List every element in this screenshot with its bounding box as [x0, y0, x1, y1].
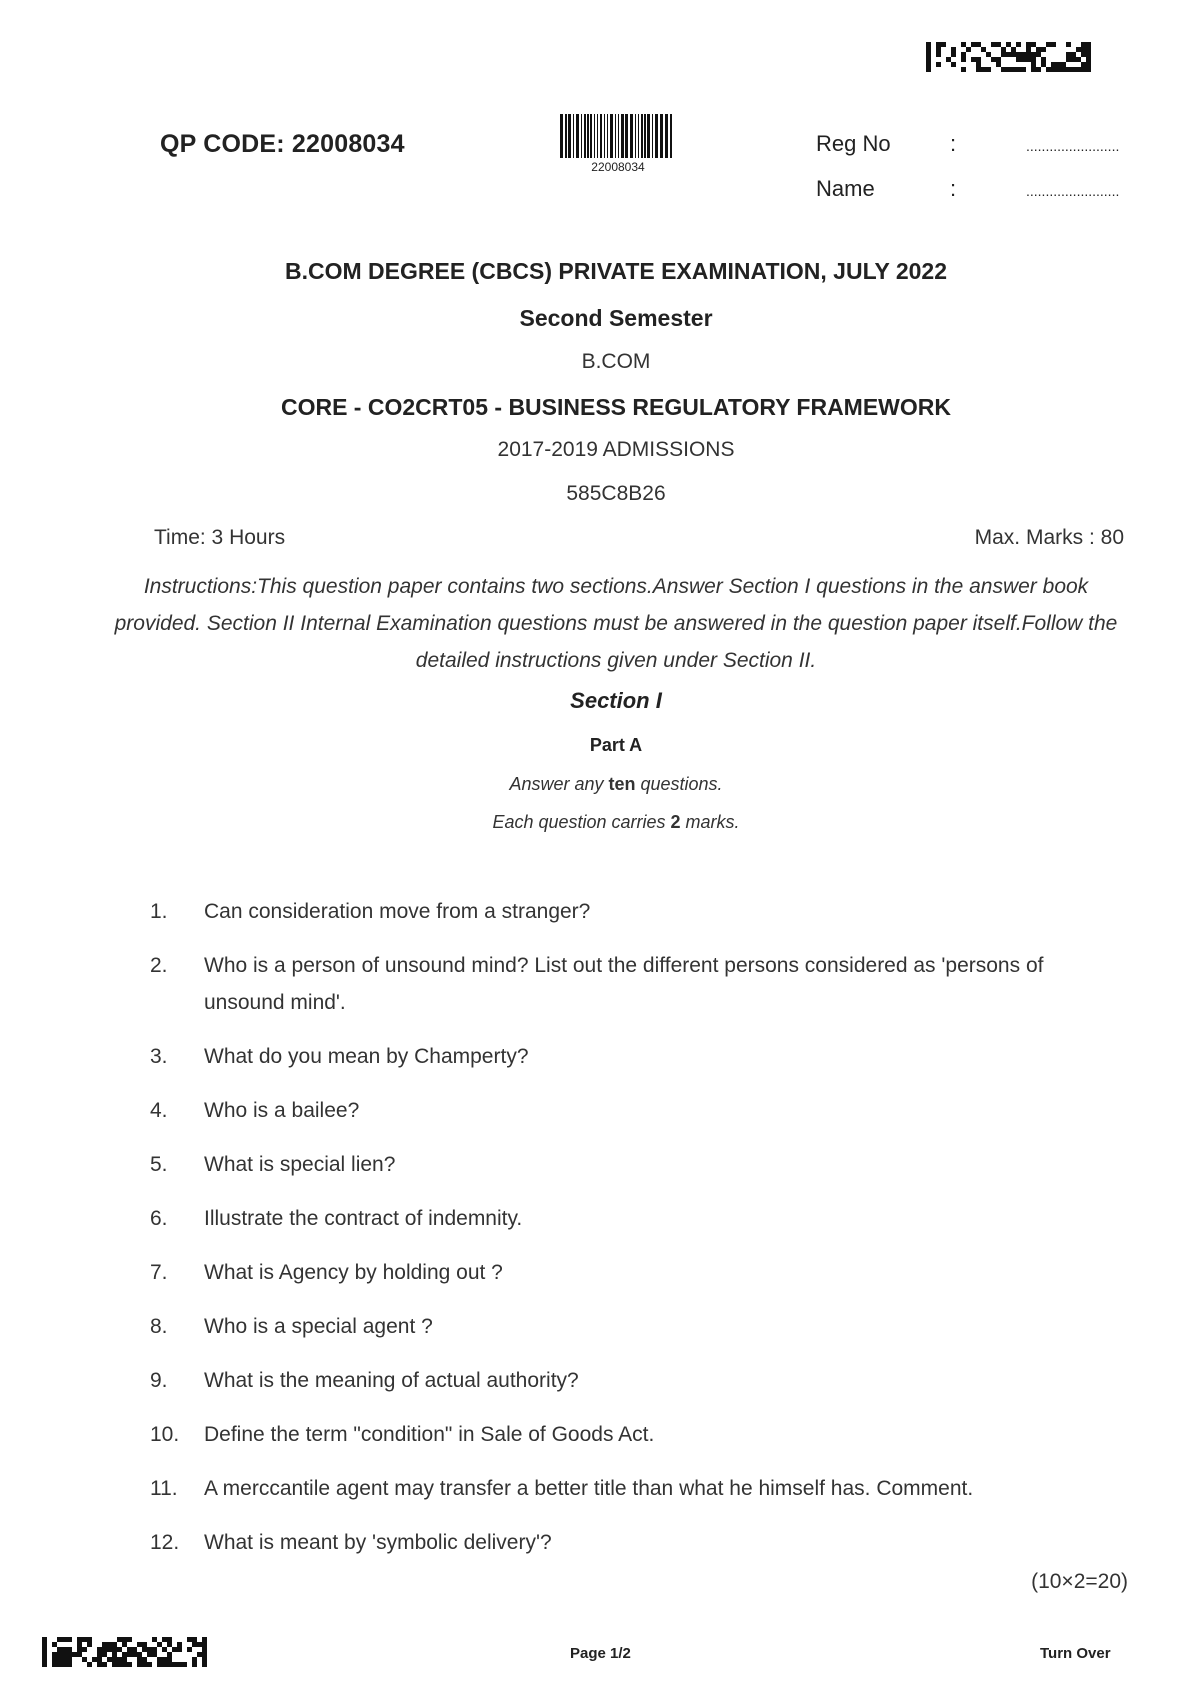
exam-title: B.COM DEGREE (CBCS) PRIVATE EXAMINATION, JULY 2022 — [284, 258, 947, 284]
barcode-bar — [581, 114, 583, 158]
question-number: 9. — [150, 1369, 168, 1392]
question-number: 4. — [150, 1099, 168, 1122]
reg-no-field: ........................ — [1026, 138, 1120, 154]
barcode-number: 22008034 — [591, 160, 645, 174]
question-text: What is Agency by holding out ? — [204, 1261, 503, 1284]
question-text: What is special lien? — [204, 1153, 396, 1176]
programme: B.COM — [581, 350, 651, 373]
carries-marks: 2 — [670, 812, 681, 832]
barcode-bar — [615, 114, 617, 158]
barcode-bar — [607, 114, 609, 158]
question-number: 8. — [150, 1315, 168, 1338]
reg-no-label: Reg No — [816, 131, 891, 156]
qp-code: QP CODE: 22008034 — [160, 130, 405, 158]
question-item — [150, 1146, 1110, 1183]
question-number: 2. — [150, 954, 168, 977]
barcode-bar — [600, 114, 602, 158]
barcode-bar — [610, 114, 613, 158]
answer-count: ten — [608, 774, 636, 794]
barcode-bar — [621, 114, 624, 158]
semester: Second Semester — [519, 305, 713, 331]
question-item — [150, 1416, 1110, 1453]
question-text: Can consideration move from a stranger? — [204, 900, 591, 923]
barcode-bar — [638, 114, 640, 158]
barcode-bar — [568, 114, 571, 158]
turn-over: Turn Over — [1040, 1645, 1111, 1662]
barcode-bar — [647, 114, 650, 158]
barcode-bar — [597, 114, 599, 158]
barcode-bar — [565, 114, 567, 158]
barcode-bar — [618, 114, 620, 158]
part-title: Part A — [589, 735, 643, 755]
barcode-bar — [630, 114, 633, 158]
barcode-bar — [587, 114, 589, 158]
barcode-cell — [207, 1662, 212, 1667]
question-text: Define the term "condition" in Sale of Goods Act. — [204, 1423, 655, 1446]
question-text: Illustrate the contract of indemnity. — [204, 1207, 523, 1230]
question-number: 11. — [150, 1477, 178, 1500]
center-barcode — [560, 114, 674, 158]
question-text: What is meant by 'symbolic delivery'? — [204, 1531, 552, 1554]
paper-code: 585C8B26 — [566, 482, 666, 505]
carries-prefix: Each question carries — [492, 812, 671, 832]
barcode-bar — [604, 114, 606, 158]
question-list — [150, 893, 1110, 1578]
question-item — [150, 1470, 1110, 1507]
bottom-left-barcode — [42, 1637, 212, 1667]
name-field: ........................ — [1026, 183, 1120, 199]
barcode-bar — [670, 114, 672, 158]
answer-suffix: questions. — [635, 774, 723, 794]
admissions: 2017-2019 ADMISSIONS — [497, 438, 735, 461]
question-number: 7. — [150, 1261, 168, 1284]
barcode-bar — [594, 114, 596, 158]
barcode-bar — [560, 114, 563, 158]
question-text: Who is a person of unsound mind? List out the different persons considered as 'persons of unsound mind'. — [204, 954, 1044, 1014]
question-number: 1. — [150, 900, 168, 923]
question-item — [150, 1254, 1110, 1291]
question-number: 3. — [150, 1045, 168, 1068]
carries-suffix: marks. — [680, 812, 740, 832]
question-text: Who is a bailee? — [204, 1099, 360, 1122]
barcode-bar — [576, 114, 579, 158]
section-title: Section I — [570, 688, 662, 713]
answer-instruction — [0, 774, 1200, 795]
question-item — [150, 1362, 1110, 1399]
barcode-bar — [641, 114, 643, 158]
question-number: 5. — [150, 1153, 168, 1176]
question-text: A merccantile agent may transfer a better title than what he himself has. Comment. — [204, 1477, 974, 1500]
question-number: 12. — [150, 1531, 180, 1554]
course-title: CORE - CO2CRT05 - BUSINESS REGULATORY FRAMEWORK — [280, 394, 952, 420]
question-item — [150, 1524, 1110, 1561]
barcode-bar — [590, 114, 592, 158]
question-text: What do you mean by Champerty? — [204, 1045, 529, 1068]
barcode-bar — [644, 114, 646, 158]
question-item — [150, 1092, 1110, 1129]
barcode-bar — [635, 114, 637, 158]
marks-total: (10×2=20) — [1031, 1570, 1128, 1593]
question-text: What is the meaning of actual authority? — [204, 1369, 579, 1392]
marks-instruction — [0, 812, 1200, 833]
question-item — [150, 1308, 1110, 1345]
barcode-bar — [652, 114, 654, 158]
instructions: Instructions:This question paper contains two sections.Answer Section I questions in the answer book provided. Section II Internal Examination questions must be answered in the question paper itself.Follow the detailed instructions given under Section II. — [114, 575, 1118, 672]
barcode-bar — [625, 114, 628, 158]
max-marks: Max. Marks : 80 — [974, 526, 1124, 549]
question-item — [150, 1200, 1110, 1237]
barcode-cell — [1091, 67, 1096, 72]
barcode-bar — [660, 114, 663, 158]
question-number: 10. — [150, 1423, 180, 1446]
question-item — [150, 947, 1110, 1021]
barcode-bar — [584, 114, 586, 158]
barcode-bar — [665, 114, 668, 158]
top-right-barcode — [926, 42, 1096, 72]
time-allowed: Time: 3 Hours — [154, 526, 286, 549]
question-item — [150, 893, 1110, 930]
barcode-bar — [573, 114, 575, 158]
question-text: Who is a special agent ? — [204, 1315, 433, 1338]
question-number: 6. — [150, 1207, 168, 1230]
name-label: Name — [816, 176, 875, 201]
barcode-bar — [655, 114, 658, 158]
question-item — [150, 1038, 1110, 1075]
page-number: Page 1/2 — [570, 1645, 631, 1662]
name-colon: : — [950, 176, 957, 201]
answer-prefix: Answer any — [509, 774, 609, 794]
reg-no-colon: : — [950, 131, 957, 156]
